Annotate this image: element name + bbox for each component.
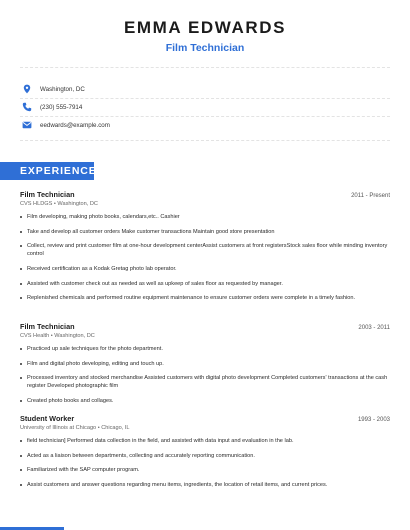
job-bullet: Collect, review and print customer film at one-hour development centerAssist customers at front registersStock sales floor while minding inventory control	[20, 242, 390, 258]
job-entry	[20, 190, 390, 309]
job-bullet: Received certification as a Kodak Gretag photo lab operator.	[20, 265, 390, 273]
job-bullet: Acted as a liaison between departments, collecting and accurately reporting communication.	[20, 452, 390, 460]
job-company: CVS Health • Washington, DC	[20, 333, 95, 339]
candidate-name: EMMA EDWARDS	[123, 18, 287, 37]
job-title: Film Technician	[20, 190, 75, 199]
job-company: CVS HLDGS • Washington, DC	[20, 201, 98, 207]
phone-icon	[22, 102, 32, 112]
job-entry	[20, 414, 390, 495]
job-bullet: Take and develop all customer orders Make customer transactions Maintain good store presentation	[20, 228, 390, 236]
job-title: Student Worker	[20, 414, 75, 423]
contact-divider	[20, 140, 390, 141]
job-dates: 2003 - 2011	[358, 325, 390, 331]
job-company: University of Illinois at Chicago • Chicago, IL	[20, 425, 130, 431]
map-pin-icon	[22, 84, 32, 94]
job-dates: 2011 - Present	[351, 193, 390, 199]
candidate-title: Film Technician	[165, 42, 245, 54]
job-bullets	[20, 437, 390, 489]
job-bullet: Practiced up sale techniques for the photo department.	[20, 345, 390, 353]
job-bullet: Processed inventory and stocked merchandise Assisted customers with digital photo development Completed customers' transactions at the cash register Developed photographic film	[20, 374, 390, 390]
job-bullets	[20, 345, 390, 405]
resume-header	[0, 0, 410, 55]
job-entry	[20, 322, 390, 412]
phone-text: (230) 555-7914	[40, 103, 83, 111]
experience-heading: EXPERIENCE	[0, 162, 94, 180]
contact-phone	[22, 98, 390, 116]
job-title: Film Technician	[20, 322, 75, 331]
contact-location	[22, 80, 390, 98]
location-text: Washington, DC	[40, 85, 85, 93]
job-bullet: Film and digital photo developing, editing and touch up.	[20, 360, 390, 368]
job-bullet: Film developing, making photo books, calendars,etc.. Cashier	[20, 213, 390, 221]
job-bullet: Assist customers and answer questions regarding menu items, ingredients, the location of retail items, and current prices.	[20, 481, 390, 489]
email-text: eedwards@example.com	[40, 121, 110, 129]
header-divider	[20, 67, 390, 68]
job-bullet: Assisted with customer check out as needed as well as upkeep of sales floor as requested by manager.	[20, 280, 390, 288]
job-bullet: Replenished chemicals and performed routine equipment maintenance to ensure customer orders were complete in a timely fashion.	[20, 294, 390, 302]
job-bullet: Created photo books and collages.	[20, 397, 390, 405]
contact-email	[22, 116, 390, 134]
job-bullet: field technician] Performed data collection in the field, and assisted with data input and evaluation in the lab.	[20, 437, 390, 445]
job-dates: 1993 - 2003	[357, 417, 390, 423]
job-bullet: Familiarized with the SAP computer program.	[20, 466, 390, 474]
email-icon	[22, 120, 32, 130]
job-bullets	[20, 213, 390, 302]
